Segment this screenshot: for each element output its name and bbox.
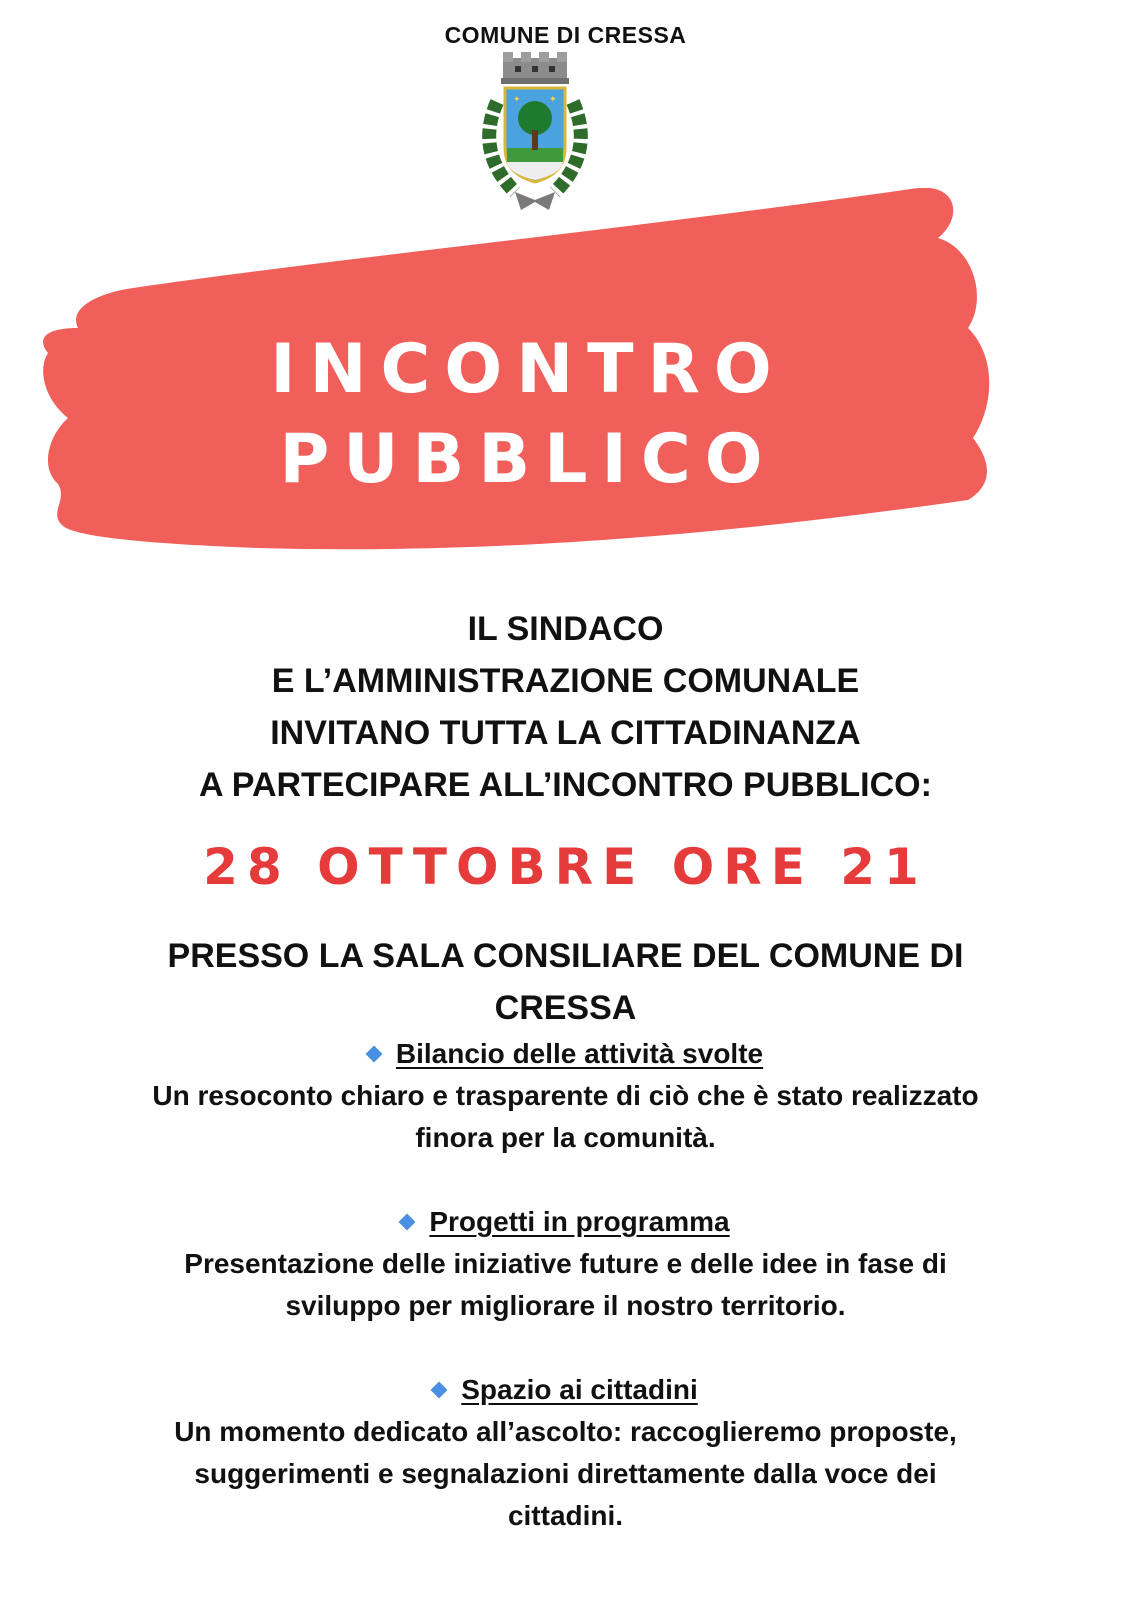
topic-title: Progetti in programma: [429, 1206, 730, 1237]
blue-diamond-icon: [431, 1382, 448, 1399]
description-line: cittadini.: [507, 1500, 624, 1531]
blue-diamond-icon: [365, 1046, 382, 1063]
event-date-time: 28 OTTOBRE ORE 21: [203, 838, 928, 896]
topic-item: [20, 1366, 1111, 1537]
banner-title-line-2: PUBBLICO: [279, 420, 777, 499]
description-line: Presentazione delle iniziative future e delle idee in fase di: [184, 1248, 947, 1279]
description-line: suggerimenti e segnalazioni direttamente dalla voce dei: [194, 1458, 937, 1489]
description-line: finora per la comunità.: [415, 1122, 716, 1153]
blue-diamond-icon: [399, 1214, 416, 1231]
municipality-name: COMUNE DI CRESSA: [444, 22, 687, 48]
topic-title: Bilancio delle attività svolte: [395, 1038, 764, 1069]
invitation-text: [0, 603, 1131, 811]
banner-title-line-1: INCONTRO: [270, 330, 786, 409]
description-line: Un resoconto chiaro e trasparente di ciò che è stato realizzato: [152, 1080, 979, 1111]
invitation-line: E L’AMMINISTRAZIONE COMUNALE: [271, 662, 860, 700]
description-line: Un momento dedicato all’ascolto: raccoglieremo proposte,: [174, 1416, 957, 1447]
topic-item: [20, 1198, 1111, 1327]
venue-line: CRESSA: [494, 989, 637, 1027]
svg-text:✦: ✦: [549, 94, 557, 104]
topic-description: [20, 1075, 1111, 1159]
topic-description: [20, 1411, 1111, 1537]
topic-description: [20, 1243, 1111, 1327]
event-venue: [50, 930, 1081, 1034]
invitation-line: A PARTECIPARE ALL’INCONTRO PUBBLICO:: [199, 766, 932, 804]
topic-title: Spazio ai cittadini: [461, 1374, 698, 1405]
svg-text:✦: ✦: [513, 94, 521, 104]
venue-line: PRESSO LA SALA CONSILIARE DEL COMUNE DI: [167, 937, 964, 975]
title-banner: [38, 188, 1018, 558]
invitation-line: INVITANO TUTTA LA CITTADINANZA: [270, 714, 861, 752]
invitation-line: IL SINDACO: [467, 610, 664, 648]
topic-item: [20, 1030, 1111, 1159]
description-line: sviluppo per migliorare il nostro territorio.: [285, 1290, 846, 1321]
